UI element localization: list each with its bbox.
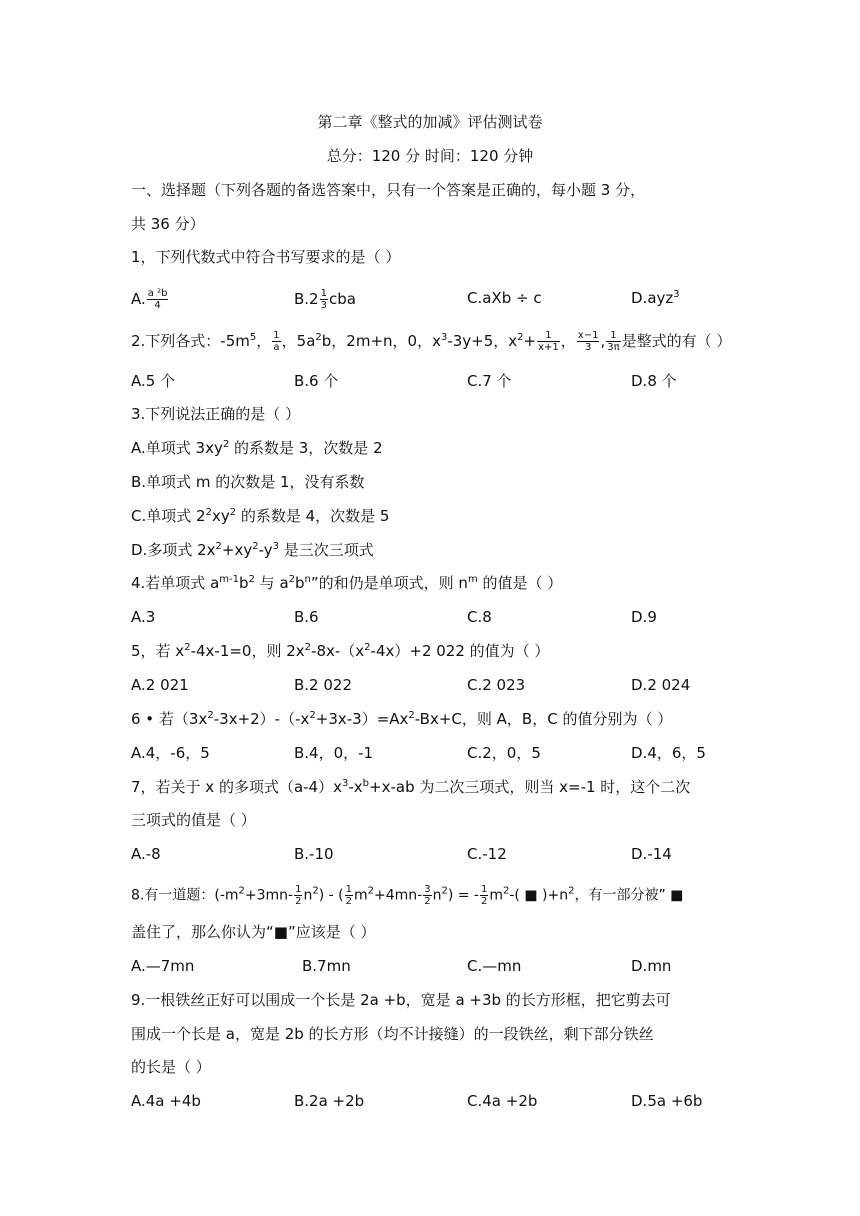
question-6-stem: 6 • 若$(3x^2-3x+2)-(-x^2+3x-3)=Ax^2-Bx+C$，则 A，B，C 的值分别为（ ） [131, 710, 673, 728]
option-b: B.2 $\frac{1}{3}$ cba [294, 288, 356, 311]
option-c: C.-12 [467, 845, 507, 863]
question-4-options [131, 607, 731, 627]
option-a: A. $\frac{\text{a ²b}}{4}$ [131, 288, 168, 311]
option-a: A.4，-6，5 [131, 744, 210, 762]
option-d: D.4，6，5 [631, 744, 706, 762]
option-d: D.ayz$^3$ [631, 289, 680, 307]
option-a: A.—7mn [131, 957, 195, 975]
option-d: D.mn [631, 957, 672, 975]
question-5-stem: 5，若 $x^2-4x-1=0$，则 $2x^2-8x-(x^2-4x)+2$ 022 的值为（ ） [131, 642, 550, 660]
option-c: C.8 [467, 608, 492, 626]
option-c: C.4a +2b [467, 1092, 538, 1110]
question-9-stem: 9.一根铁丝正好可以围成一个长是 2a +b，宽是 a +3b 的长方形框，把它剪去可 [131, 991, 671, 1009]
option-b: B.6 个 [294, 372, 339, 390]
question-3-option-d: D.多项式 $2x^2+xy^2-y^3$ 是三次三项式 [131, 541, 374, 559]
question-6-options [131, 743, 731, 763]
question-3-option-b: B.单项式 m 的次数是 1，没有系数 [131, 473, 365, 491]
question-2-stem: 2.下列各式：$-5m^5$， $\frac{1}{a}$ ，$5a^2b$，2m+n，0，$x^3-3y+5$，$x^2+$ $\frac{1}{x+1}$ ， $\frac{x-1}{3}$ , $\frac{1}{3\pi}$ 是整式的有（ ） [131, 330, 732, 353]
question-1-stem: 1，下列代数式中符合书写要求的是（ ） [131, 248, 401, 266]
question-7-options [131, 844, 731, 864]
section-heading: 一、选择题（下列各题的备选答案中，只有一个答案是正确的，每小题 3 分， [131, 181, 646, 199]
option-c: C.2，0，5 [467, 744, 541, 762]
question-7-stem-cont: 三项式的值是（ ） [131, 811, 256, 829]
question-3-option-c: C.单项式 $2^2xy^2$ 的系数是 4，次数是 5 [131, 507, 390, 525]
option-a: A.4a +4b [131, 1092, 201, 1110]
question-8-stem-cont: 盖住了，那么你认为“■”应该是（ ） [131, 923, 376, 941]
page-title: 第二章《整式的加减》评估测试卷 [317, 113, 543, 131]
option-b: B.2a +2b [294, 1092, 365, 1110]
question-8-stem: 8.有一道题：($-m^2+3mn-$ $\frac{1}{2}$ $n^2$) - ( $\frac{1}{2}$ $m^2+4mn-$ $\frac{3}{2}$ $n^2$) = - $\frac{1}{2}$ $m^2-$( ■ )$+n^2$，有一部分被” ■ [131, 884, 684, 907]
question-1-options [131, 288, 731, 311]
option-b: B.7mn [302, 957, 351, 975]
option-d: D.5a +6b [631, 1092, 703, 1110]
section-heading-cont: 共 36 分） [131, 215, 205, 233]
question-9-stem-cont: 围成一个长是 a，宽是 2b 的长方形（均不计接缝）的一段铁丝，剩下部分铁丝 [131, 1025, 654, 1043]
option-b: B.-10 [294, 845, 334, 863]
question-8-options [131, 956, 731, 976]
option-b: B.6 [294, 608, 319, 626]
question-4-stem: 4.若单项式 $a^{m-1}b^2$ 与 $a^2b^n$”的和仍是单项式，则 $n^m$ 的值是（ ） [131, 574, 563, 592]
option-d: D.9 [631, 608, 657, 626]
option-d: D.2 024 [631, 676, 691, 694]
option-a: A.3 [131, 608, 156, 626]
question-9-stem-end: 的长是（ ） [131, 1058, 211, 1076]
question-7-stem: 7，若关于 x 的多项式$(a-4)x^3-x^b+x-ab$ 为二次三项式，则当 x=-1 时，这个二次 [131, 778, 691, 796]
question-2-options [131, 371, 731, 391]
option-d: D.8 个 [631, 372, 677, 390]
page-subtitle: 总分：120 分 时间：120 分钟 [326, 147, 534, 165]
option-c: C.—mn [467, 957, 522, 975]
option-b: B.4，0，-1 [294, 744, 374, 762]
question-5-options [131, 675, 731, 695]
option-a: A.5 个 [131, 372, 176, 390]
option-c: C.7 个 [467, 372, 512, 390]
question-3-stem: 3.下列说法正确的是（ ） [131, 405, 301, 423]
question-9-options [131, 1091, 731, 1111]
option-c: C.aXb ÷ c [467, 289, 542, 307]
option-b: B.2 022 [294, 676, 353, 694]
option-a: A.2 021 [131, 676, 189, 694]
option-a: A.-8 [131, 845, 161, 863]
option-c: C.2 023 [467, 676, 526, 694]
option-d: D.-14 [631, 845, 672, 863]
question-3-option-a: A.单项式 $3xy^2$ 的系数是 3，次数是 2 [131, 439, 383, 457]
